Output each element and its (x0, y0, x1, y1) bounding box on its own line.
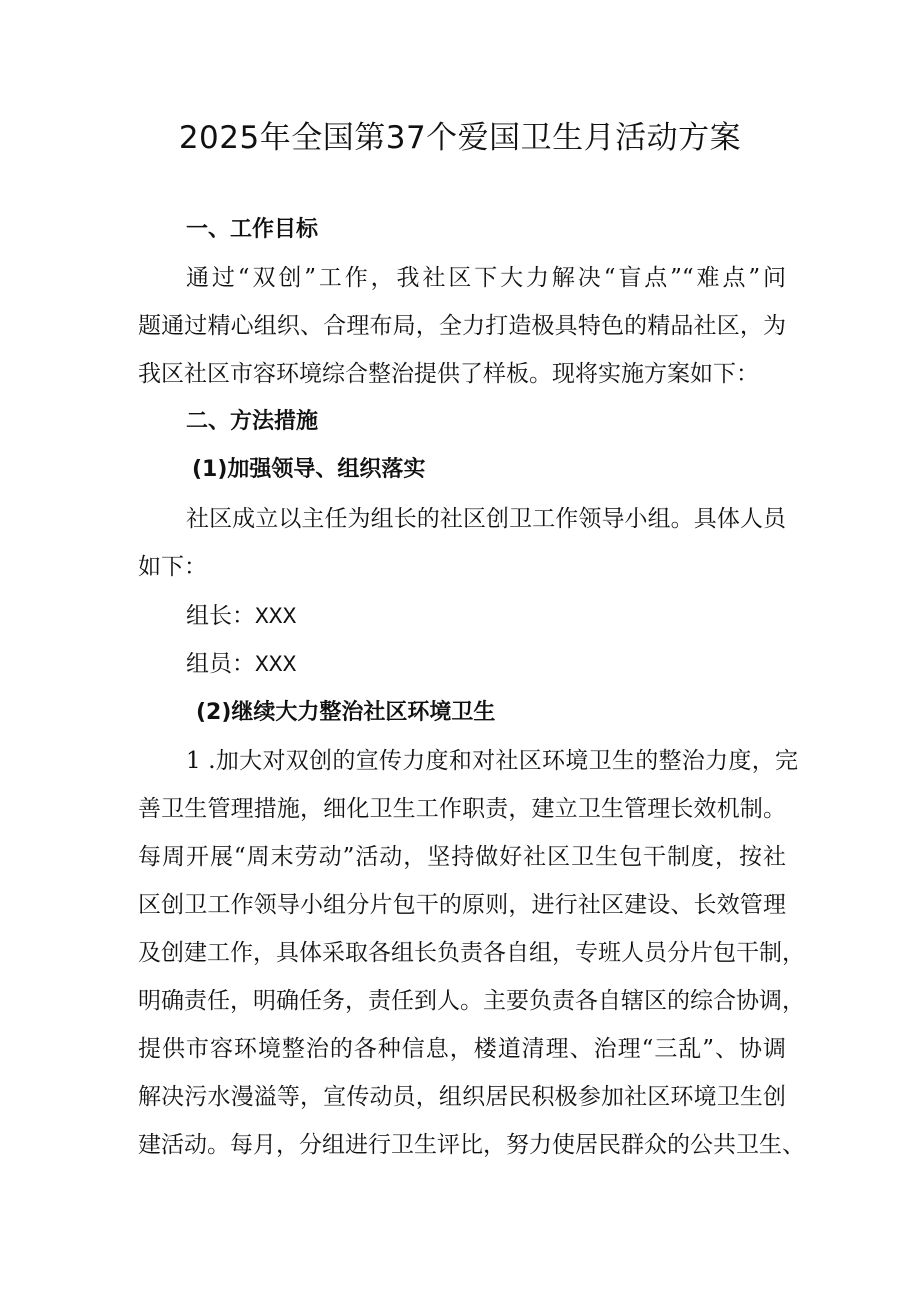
paragraph-line: 区创卫工作领导小组分片包干的原则，进行社区建设、长效管理 (138, 892, 786, 918)
paragraph-line: 提供市容环境整治的各种信息，楼道清理、治理“三乱”、协调 (138, 1036, 786, 1062)
paragraph-line: 1 .加大对双创的宣传力度和对社区环境卫生的整治力度，完 (186, 748, 798, 774)
paragraph-line: 我区社区市容环境综合整治提供了样板。现将实施方案如下： (138, 361, 759, 387)
leader-entry (186, 600, 296, 633)
paragraph-line: 解决污水漫溢等，宣传动员，组织居民积极参加社区环境卫生创 (138, 1084, 786, 1110)
paragraph-line: 题通过精心组织、合理布局，全力打造极具特色的精品社区，为 (138, 313, 786, 339)
subsection-heading-leadership: (1)加强领导、组织落实 (192, 457, 426, 482)
document-title: 2025年全国第37个爱国卫生月活动方案 (178, 120, 742, 156)
paragraph-line: 通过“双创”工作，我社区下大力解决“盲点”“难点”问 (186, 265, 786, 291)
section-heading-work-goal: 一、工作目标 (186, 217, 319, 242)
member-value: XXX (255, 652, 297, 678)
subsection-heading-environment: (2)继续大力整治社区环境卫生 (196, 700, 496, 725)
leader-value: XXX (255, 604, 297, 630)
member-label: 组员： (186, 651, 255, 677)
paragraph-line: 社区成立以主任为组长的社区创卫工作领导小组。具体人员 (186, 506, 786, 532)
paragraph-line: 每周开展“周末劳动”活动，坚持做好社区卫生包干制度，按社 (138, 844, 786, 870)
paragraph-line: 如下： (138, 554, 207, 580)
paragraph-line: 善卫生管理措施，细化卫生工作职责，建立卫生管理长效机制。 (138, 796, 786, 822)
paragraph-line: 建活动。每月，分组进行卫生评比，努力使居民群众的公共卫生、 (138, 1132, 805, 1158)
leader-label: 组长： (186, 603, 255, 629)
paragraph-line: 及创建工作，具体采取各组长负责各自组，专班人员分片包干制， (138, 940, 805, 966)
member-entry (186, 648, 296, 681)
paragraph-line: 明确责任，明确任务，责任到人。主要负责各自辖区的综合协调， (138, 988, 805, 1014)
section-heading-methods: 二、方法措施 (186, 409, 319, 434)
